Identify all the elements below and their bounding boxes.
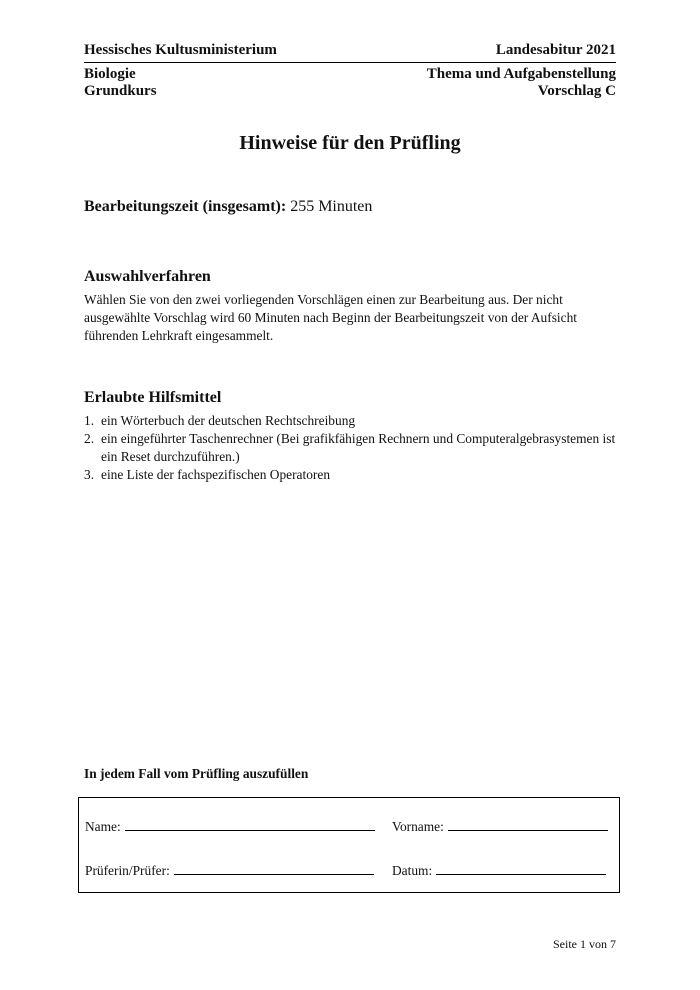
- candidate-form: [78, 797, 620, 893]
- firstname-field[interactable]: [392, 818, 608, 835]
- name-field[interactable]: [85, 818, 375, 835]
- name-label: Name:: [85, 819, 121, 834]
- selection-heading: Auswahlverfahren: [84, 268, 211, 285]
- ministry-name: Hessisches Kultusministerium: [84, 42, 277, 58]
- header-top: [84, 42, 616, 63]
- course: Grundkurs: [84, 83, 157, 99]
- form-heading: In jedem Fall vom Prüfling auszufüllen: [84, 766, 309, 781]
- page-title: Hinweise für den Prüfling: [239, 132, 461, 154]
- selection-text: Wählen Sie von den zwei vorliegenden Vorschlägen einen zur Bearbeitung aus. Der nicht ausgewählte Vorschlag wird 60 Minuten nach Beginn der Bearbeitungszeit von der Aufsicht führenden Lehrkraft eingesammelt.: [84, 292, 577, 343]
- list-item: 2. ein eingeführter Taschenrechner (Bei grafikfähigen Rechnern und Computeralgebrasystemen ist ein Reset durchzuführen.): [84, 431, 616, 464]
- working-time: [84, 198, 372, 216]
- firstname-label: Vorname:: [392, 819, 444, 834]
- proposal: Vorschlag C: [537, 83, 616, 99]
- examiner-label: Prüferin/Prüfer:: [85, 863, 170, 878]
- exam-name: Landesabitur 2021: [495, 42, 616, 58]
- list-item: 1. ein Wörterbuch der deutschen Rechtschreibung: [84, 413, 356, 428]
- firstname-line[interactable]: [448, 818, 608, 831]
- date-field[interactable]: [392, 862, 606, 879]
- examiner-field[interactable]: [85, 862, 374, 879]
- date-label: Datum:: [392, 863, 433, 878]
- name-line[interactable]: [125, 818, 375, 831]
- page-number: Seite 1 von 7: [553, 937, 616, 951]
- working-time-label: Bearbeitungszeit (insgesamt):: [84, 198, 287, 215]
- subject: Biologie: [84, 66, 136, 82]
- list-item: 3. eine Liste der fachspezifischen Operatoren: [84, 467, 331, 482]
- examiner-line[interactable]: [174, 862, 374, 875]
- aids-list: [84, 412, 624, 484]
- aids-heading: Erlaubte Hilfsmittel: [84, 389, 222, 406]
- topic: Thema und Aufgabenstellung: [426, 66, 616, 82]
- date-line[interactable]: [436, 862, 606, 875]
- working-time-value: 255 Minuten: [290, 198, 373, 215]
